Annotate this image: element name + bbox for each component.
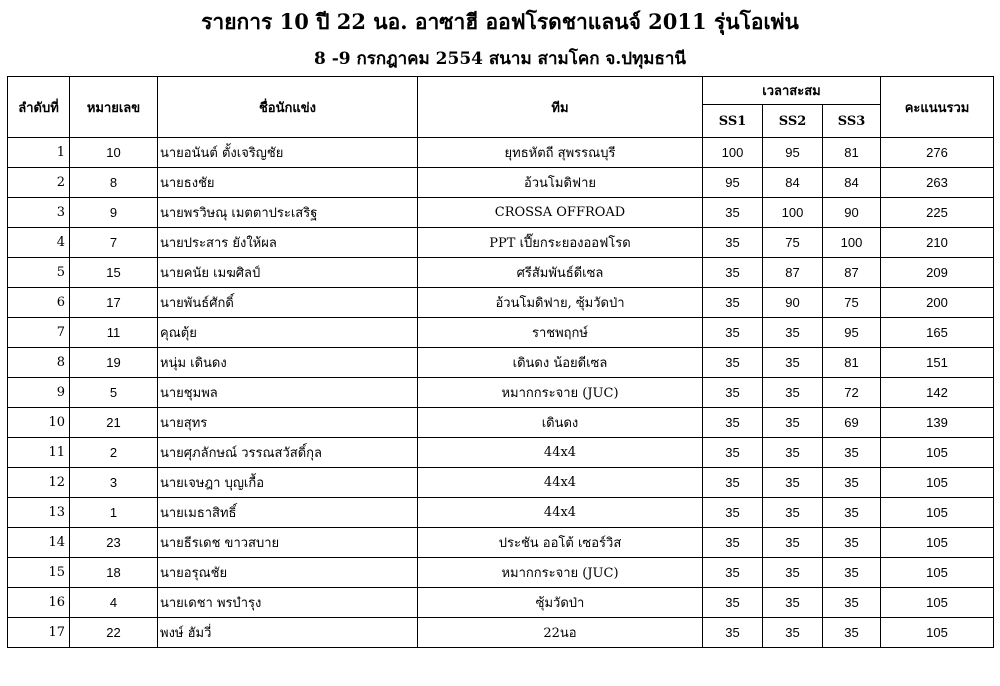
table-row <box>8 498 994 528</box>
cell-total: 151 <box>881 348 994 378</box>
cell-ss1: 35 <box>703 258 763 288</box>
cell-number: 2 <box>70 438 158 468</box>
cell-team: ซุ้มวัดป่า <box>418 588 703 618</box>
cell-ss3: 35 <box>823 558 881 588</box>
cell-ss1: 95 <box>703 168 763 198</box>
cell-rank: 8 <box>8 348 70 378</box>
col-header-number: หมายเลข <box>70 77 158 138</box>
col-header-total: คะแนนรวม <box>881 77 994 138</box>
cell-name: นายสุทร <box>158 408 418 438</box>
table-row <box>8 588 994 618</box>
table-row <box>8 438 994 468</box>
cell-number: 17 <box>70 288 158 318</box>
cell-team: หมากกระจาย (JUC) <box>418 378 703 408</box>
cell-ss2: 75 <box>763 228 823 258</box>
col-header-ss2: SS2 <box>763 105 823 138</box>
cell-rank: 12 <box>8 468 70 498</box>
table-row <box>8 618 994 648</box>
cell-ss1: 35 <box>703 588 763 618</box>
table-row <box>8 288 994 318</box>
col-header-ss1: SS1 <box>703 105 763 138</box>
cell-total: 139 <box>881 408 994 438</box>
cell-ss3: 35 <box>823 438 881 468</box>
cell-ss3: 35 <box>823 468 881 498</box>
cell-rank: 6 <box>8 288 70 318</box>
cell-total: 276 <box>881 138 994 168</box>
cell-ss1: 35 <box>703 288 763 318</box>
cell-number: 10 <box>70 138 158 168</box>
cell-ss1: 35 <box>703 378 763 408</box>
cell-total: 263 <box>881 168 994 198</box>
cell-team: หมากกระจาย (JUC) <box>418 558 703 588</box>
cell-ss3: 84 <box>823 168 881 198</box>
cell-ss3: 81 <box>823 138 881 168</box>
cell-number: 11 <box>70 318 158 348</box>
cell-number: 3 <box>70 468 158 498</box>
cell-ss1: 35 <box>703 558 763 588</box>
col-header-ss3: SS3 <box>823 105 881 138</box>
cell-team: อ้วนโมดิฟาย, ซุ้มวัดป่า <box>418 288 703 318</box>
cell-number: 19 <box>70 348 158 378</box>
cell-name: พงษ์ ฮัมวี่ <box>158 618 418 648</box>
cell-team: 44x4 <box>418 438 703 468</box>
cell-total: 105 <box>881 528 994 558</box>
cell-name: นายธีรเดช ขาวสบาย <box>158 528 418 558</box>
cell-total: 105 <box>881 438 994 468</box>
cell-rank: 3 <box>8 198 70 228</box>
cell-ss3: 75 <box>823 288 881 318</box>
cell-total: 105 <box>881 468 994 498</box>
cell-ss1: 35 <box>703 468 763 498</box>
cell-ss1: 100 <box>703 138 763 168</box>
cell-ss2: 35 <box>763 318 823 348</box>
col-header-team: ทีม <box>418 77 703 138</box>
cell-team: เดินดง น้อยดีเซล <box>418 348 703 378</box>
table-row <box>8 408 994 438</box>
cell-team: ราชพฤกษ์ <box>418 318 703 348</box>
cell-ss1: 35 <box>703 438 763 468</box>
cell-rank: 16 <box>8 588 70 618</box>
cell-name: หนุ่ม เดินดง <box>158 348 418 378</box>
cell-name: นายเจษฎา บุญเกื้อ <box>158 468 418 498</box>
col-header-time-group: เวลาสะสม <box>703 77 881 105</box>
cell-name: นายพันธ์ศักดิ์ <box>158 288 418 318</box>
cell-ss3: 69 <box>823 408 881 438</box>
cell-ss3: 87 <box>823 258 881 288</box>
cell-ss2: 35 <box>763 498 823 528</box>
cell-ss3: 95 <box>823 318 881 348</box>
table-row <box>8 138 994 168</box>
cell-rank: 7 <box>8 318 70 348</box>
cell-ss2: 35 <box>763 438 823 468</box>
table-row <box>8 318 994 348</box>
cell-ss2: 35 <box>763 468 823 498</box>
cell-name: นายคนัย เมฆศิลป์ <box>158 258 418 288</box>
cell-team: ประชัน ออโต้ เซอร์วิส <box>418 528 703 558</box>
cell-rank: 11 <box>8 438 70 468</box>
cell-ss3: 35 <box>823 588 881 618</box>
cell-ss2: 35 <box>763 558 823 588</box>
cell-ss1: 35 <box>703 198 763 228</box>
cell-number: 22 <box>70 618 158 648</box>
cell-ss3: 35 <box>823 528 881 558</box>
cell-rank: 1 <box>8 138 70 168</box>
cell-total: 105 <box>881 618 994 648</box>
cell-ss3: 90 <box>823 198 881 228</box>
cell-ss2: 95 <box>763 138 823 168</box>
cell-ss2: 35 <box>763 408 823 438</box>
cell-ss2: 100 <box>763 198 823 228</box>
cell-ss1: 35 <box>703 618 763 648</box>
table-row <box>8 258 994 288</box>
table-row <box>8 558 994 588</box>
cell-rank: 4 <box>8 228 70 258</box>
cell-name: นายอรุณชัย <box>158 558 418 588</box>
cell-number: 23 <box>70 528 158 558</box>
table-row <box>8 198 994 228</box>
cell-rank: 10 <box>8 408 70 438</box>
table-row <box>8 348 994 378</box>
table-row <box>8 528 994 558</box>
cell-ss3: 35 <box>823 618 881 648</box>
cell-ss1: 35 <box>703 408 763 438</box>
cell-number: 15 <box>70 258 158 288</box>
cell-ss1: 35 <box>703 528 763 558</box>
cell-ss2: 35 <box>763 378 823 408</box>
cell-total: 210 <box>881 228 994 258</box>
cell-rank: 5 <box>8 258 70 288</box>
cell-ss2: 90 <box>763 288 823 318</box>
cell-number: 7 <box>70 228 158 258</box>
cell-name: นายประสาร ยังให้ผล <box>158 228 418 258</box>
cell-rank: 2 <box>8 168 70 198</box>
cell-team: อ้วนโมดิฟาย <box>418 168 703 198</box>
cell-team: 22นอ <box>418 618 703 648</box>
cell-total: 105 <box>881 588 994 618</box>
cell-total: 105 <box>881 558 994 588</box>
cell-rank: 17 <box>8 618 70 648</box>
cell-team: เดินดง <box>418 408 703 438</box>
cell-rank: 15 <box>8 558 70 588</box>
col-header-rank: ลำดับที่ <box>8 77 70 138</box>
cell-total: 142 <box>881 378 994 408</box>
cell-ss2: 35 <box>763 528 823 558</box>
table-row <box>8 228 994 258</box>
col-header-name: ชื่อนักแข่ง <box>158 77 418 138</box>
cell-ss3: 35 <box>823 498 881 528</box>
cell-name: คุณตุ้ย <box>158 318 418 348</box>
cell-ss1: 35 <box>703 228 763 258</box>
cell-name: นายเดชา พรบำรุง <box>158 588 418 618</box>
cell-ss2: 35 <box>763 588 823 618</box>
page-subtitle: 8 -9 กรกฎาคม 2554 สนาม สามโคก จ.ปทุมธานี <box>313 49 687 69</box>
cell-number: 5 <box>70 378 158 408</box>
cell-ss3: 72 <box>823 378 881 408</box>
table-body <box>8 138 994 648</box>
cell-team: 44x4 <box>418 468 703 498</box>
table-row <box>8 168 994 198</box>
cell-rank: 9 <box>8 378 70 408</box>
cell-name: นายชุมพล <box>158 378 418 408</box>
cell-ss2: 84 <box>763 168 823 198</box>
cell-name: นายอนันต์ ตั้งเจริญชัย <box>158 138 418 168</box>
cell-ss1: 35 <box>703 498 763 528</box>
cell-name: นายเมธาสิทธิ์ <box>158 498 418 528</box>
cell-ss3: 100 <box>823 228 881 258</box>
cell-total: 200 <box>881 288 994 318</box>
cell-number: 4 <box>70 588 158 618</box>
cell-number: 8 <box>70 168 158 198</box>
cell-rank: 13 <box>8 498 70 528</box>
cell-team: 44x4 <box>418 498 703 528</box>
cell-number: 18 <box>70 558 158 588</box>
table-row <box>8 468 994 498</box>
cell-name: นายพรวิษณุ เมตตาประเสริฐ <box>158 198 418 228</box>
cell-team: ยุทธหัตถี สุพรรณบุรี <box>418 138 703 168</box>
cell-ss1: 35 <box>703 348 763 378</box>
cell-ss1: 35 <box>703 318 763 348</box>
page-title: รายการ 10 ปี 22 นอ. อาซาฮี ออฟโรดชาแลนจ์ 2011 รุ่นโอเพ่น <box>201 9 799 34</box>
cell-ss2: 35 <box>763 348 823 378</box>
cell-total: 209 <box>881 258 994 288</box>
cell-total: 105 <box>881 498 994 528</box>
cell-number: 21 <box>70 408 158 438</box>
cell-number: 1 <box>70 498 158 528</box>
cell-total: 165 <box>881 318 994 348</box>
cell-ss2: 87 <box>763 258 823 288</box>
cell-team: CROSSA OFFROAD <box>418 198 703 228</box>
cell-name: นายธงชัย <box>158 168 418 198</box>
cell-team: ศรีสัมพันธ์ดีเซล <box>418 258 703 288</box>
cell-rank: 14 <box>8 528 70 558</box>
cell-name: นายศุภลักษณ์ วรรณสวัสดิ์กุล <box>158 438 418 468</box>
cell-total: 225 <box>881 198 994 228</box>
table-row <box>8 378 994 408</box>
results-table <box>7 76 994 648</box>
cell-ss3: 81 <box>823 348 881 378</box>
cell-team: PPT เปี๊ยกระยองออฟโรด <box>418 228 703 258</box>
cell-ss2: 35 <box>763 618 823 648</box>
cell-number: 9 <box>70 198 158 228</box>
